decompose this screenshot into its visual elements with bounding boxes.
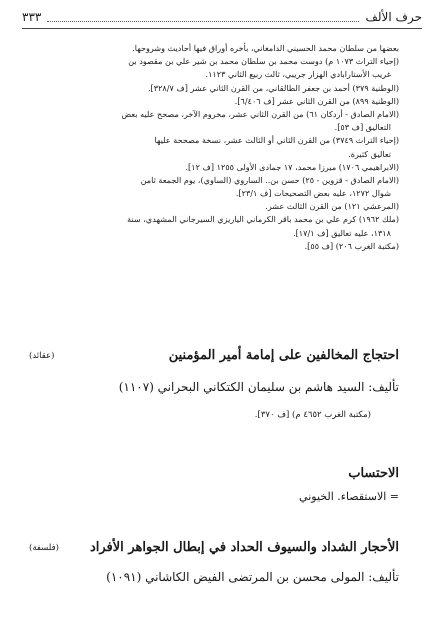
entry-line: ١٣١٨، عليه تعاليق [ف ١٧/١]. bbox=[293, 227, 391, 238]
entry-line: (الوطنية ٣٧٩) أحمد بن جعفر الطالقاني، من القرن الثاني عشر [ف ٣٢٨/٧]. bbox=[147, 82, 399, 93]
entry-line: (الامام الصادق - أردكان ٦١) من القرن الثاني عشر، مخروم الآخر، مصحح عليه بعض bbox=[121, 108, 399, 119]
author-line: تأليف: السيد هاشم بن سليمان الكتكاني البحراني (١١٠٧) bbox=[118, 380, 399, 394]
author-line: تأليف: المولى محسن بن المرتضى الفيض الكاشاني (١٠٩١) bbox=[106, 570, 399, 584]
entry-line: (ملك ١٩٦٢) كرم علي بن محمد باقر الكرماني الياريزي السيرجاني المشهدي، سنة bbox=[127, 214, 399, 225]
reference-line: (مكتبة الغرب ٤٦٥٢ م) [ف ٣٧٠]. bbox=[254, 410, 371, 420]
entry-heading-row bbox=[29, 348, 399, 363]
entry-line: (الامام الصادق - قزوين - ٢٥) حسن بن.. الساروي (الساوي)، يوم الجمعة ثامن bbox=[140, 174, 399, 185]
cross-reference-line: = الاستقصاء. الخيوني bbox=[299, 490, 399, 503]
entry-line: (مكتبة الغرب ٢٠٦) [ف ٥٥]. bbox=[304, 240, 399, 251]
entry-line: غريب الأستارابادي الهزار جريبي، ثالث ربيع الثاني ١١٢٣. bbox=[205, 69, 391, 80]
entry-heading-row bbox=[29, 466, 399, 481]
entry-line: التعاليق [ف ٥٣]. bbox=[334, 122, 391, 133]
entry-title: الاحتساب bbox=[348, 466, 399, 481]
entry-line: (إحياء التراث ٣٧٤٩) من القرن الثاني أو الثالث عشر، نسخة مصححة عليها bbox=[154, 135, 399, 146]
entry-heading-row bbox=[29, 540, 399, 555]
section-title: حرف الألف bbox=[365, 10, 422, 24]
entry-title: احتجاج المخالفين على إمامة أمير المؤمنين bbox=[168, 348, 399, 363]
entry-title: الأحجار الشداد والسيوف الحداد في إبطال الجواهر الأفراد bbox=[89, 540, 399, 555]
page-header bbox=[22, 6, 422, 29]
subject-tag: (عقائد) bbox=[29, 350, 55, 361]
entry-line: (الابراهيمي ١٧٠٦) ميرزا محمد، ١٧ جمادى الأولى ١٢٥٥ [ف ١٢]. bbox=[185, 161, 399, 172]
entry-line: تعاليق كثيرة. bbox=[348, 148, 391, 159]
entry-line: (إحياء التراث ١٠٧٣ م) دوست محمد بن سلطان محمد بن شير علي بن مقصود بن bbox=[128, 56, 399, 67]
entry-line: شوال ١٢٧٢، عليه بعض التصحيحات [ف ٢٣/١]. bbox=[235, 188, 391, 199]
entry-line: (الوطنية ٨٩٩) من القرن الثاني عشر [ف ٦/٤٠٦]. bbox=[234, 95, 399, 106]
page-number: ٣٣٣ bbox=[22, 10, 42, 24]
entry-line: بعضها من سلطان محمد الحسيني الدامغاني، بأخره أوراق فيها أحاديث وشروحها. bbox=[132, 43, 399, 53]
subject-tag: (فلسفة) bbox=[29, 542, 59, 553]
header-dots bbox=[47, 13, 359, 22]
manuscript-entries bbox=[43, 42, 399, 253]
entry-line: (المرعشي ١٢١) من القرن الثالث عشر. bbox=[265, 201, 399, 212]
